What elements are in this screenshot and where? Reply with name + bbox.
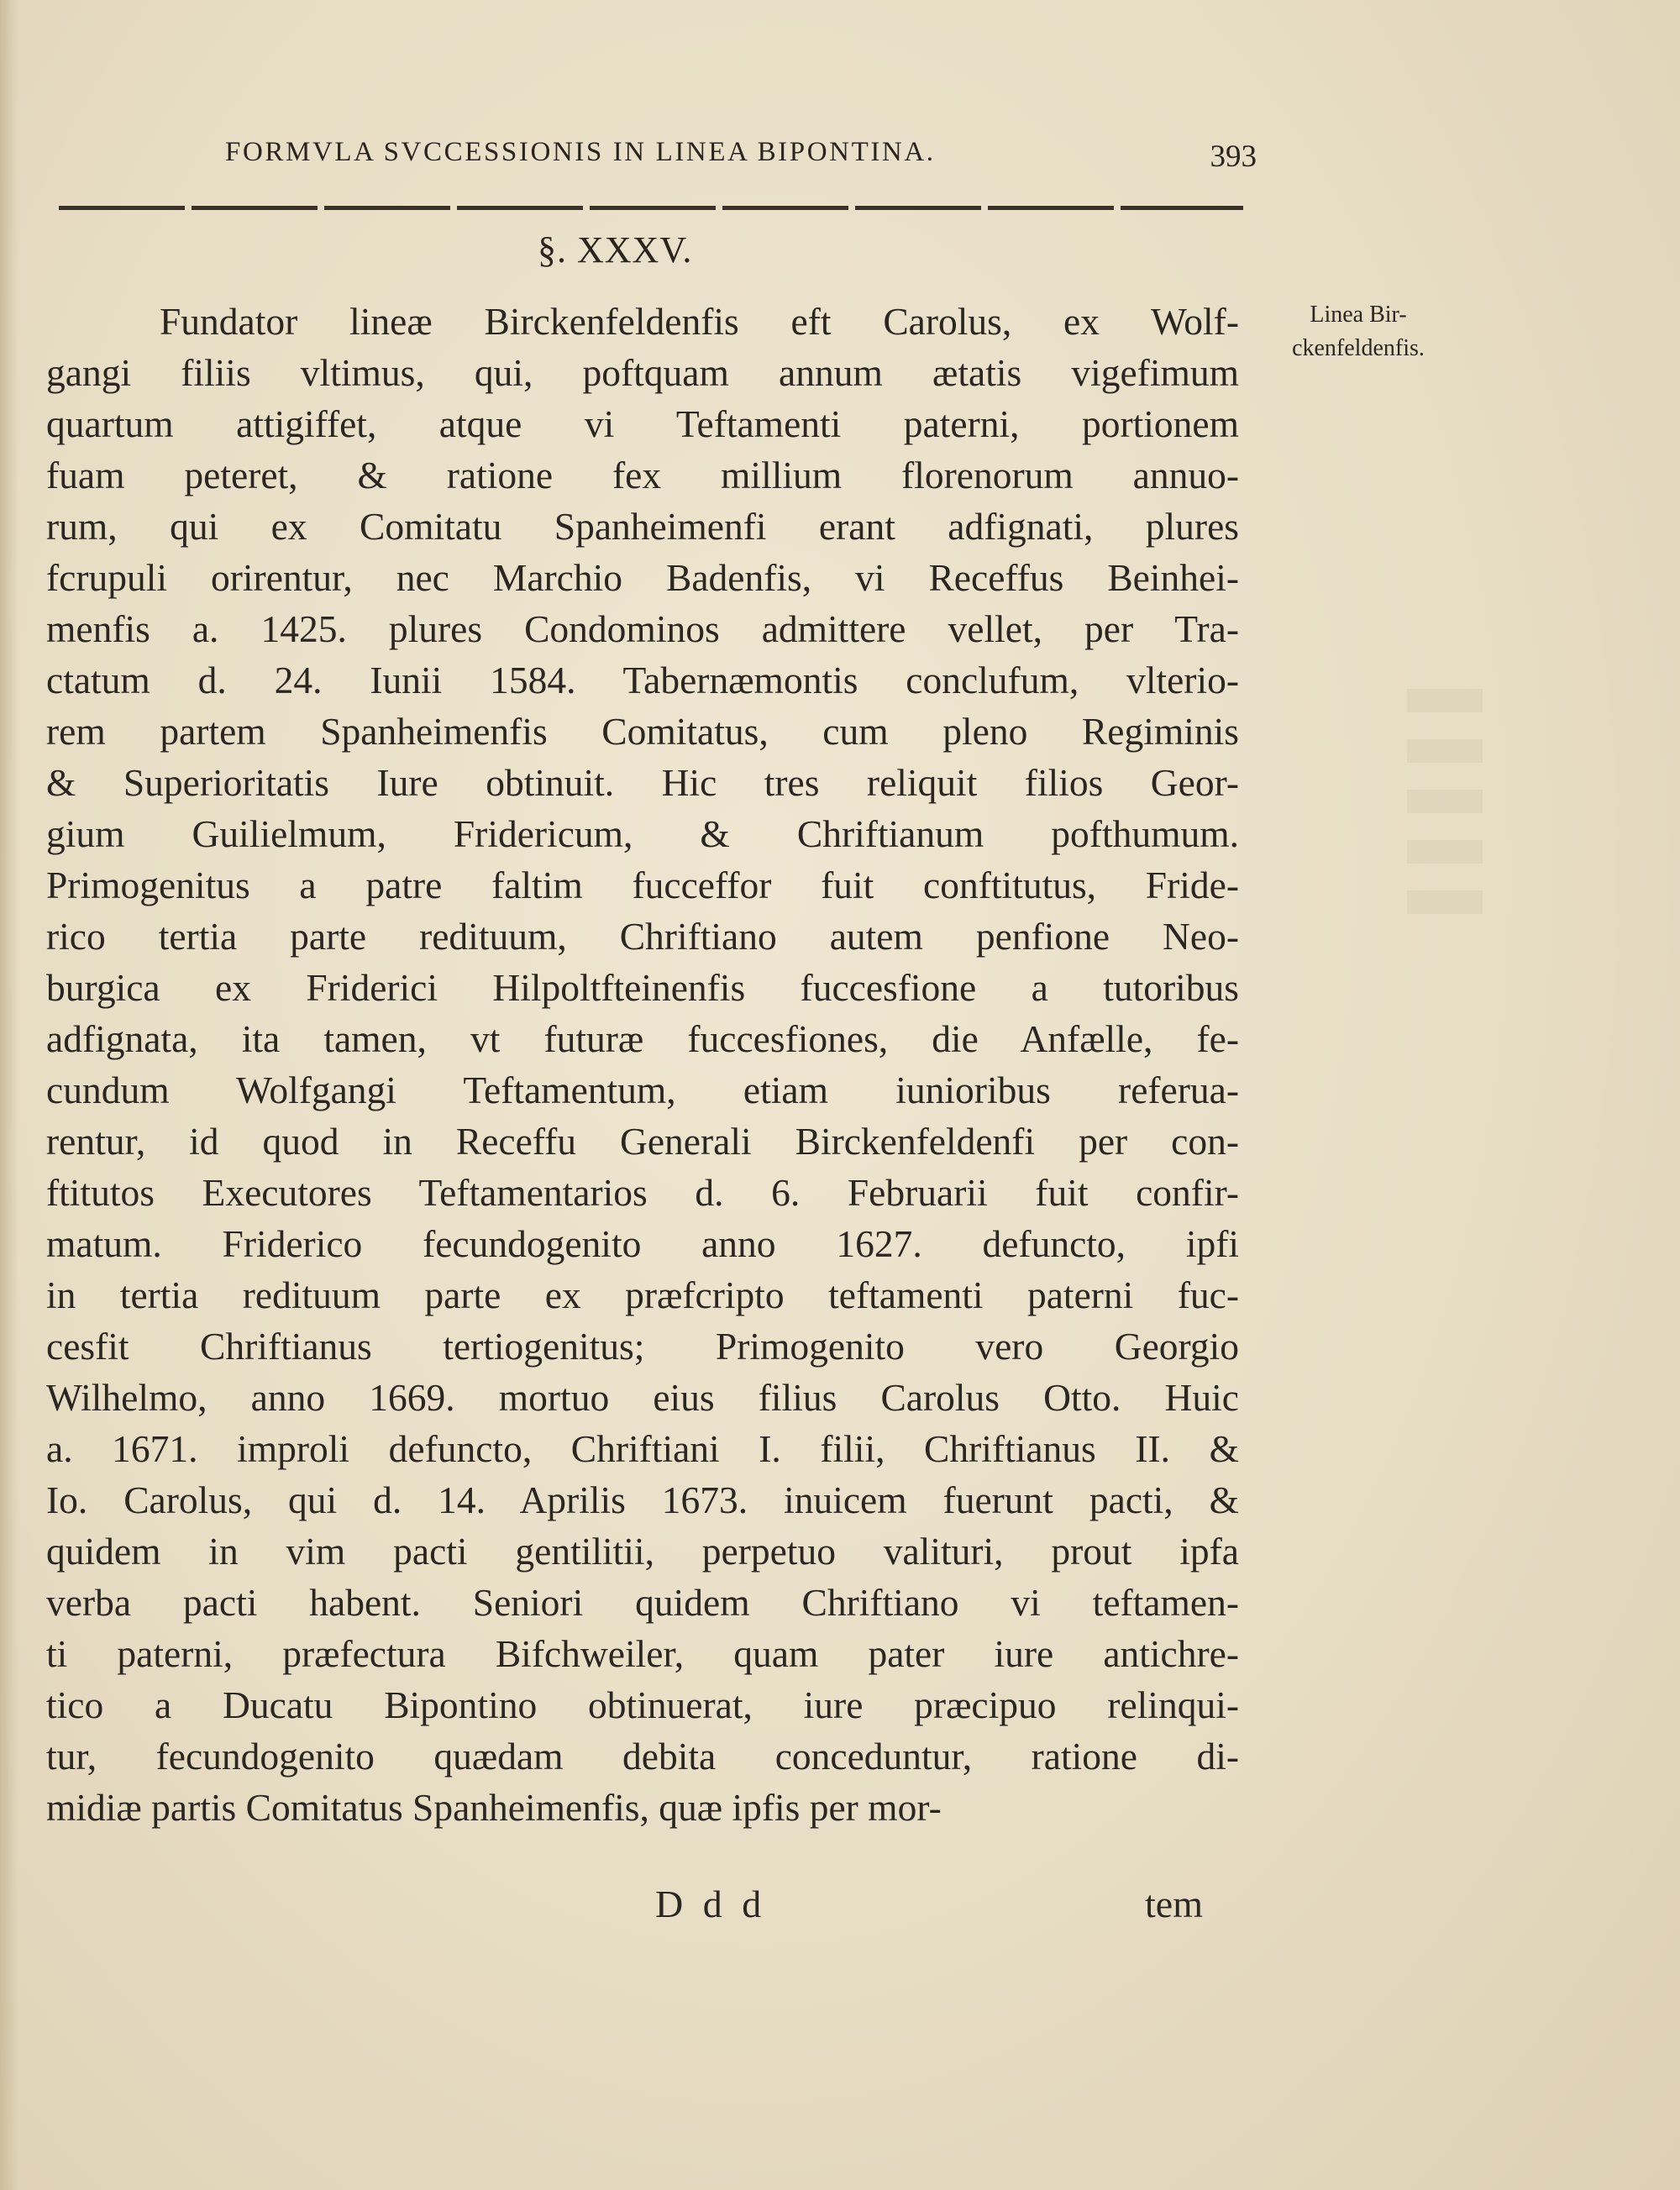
page-number: 393 [1210, 139, 1257, 174]
text-line: rentur, id quod in Receffu Generali Birckenfeldenfi per con- [46, 1120, 1239, 1163]
header-rule [59, 206, 1243, 210]
text-line: Primogenitus a patre faltim fucceffor fuit conftitutus, Fride- [46, 864, 1239, 906]
catchword: tem [1145, 1883, 1203, 1925]
text-line: tico a Ducatu Bipontino obtinuerat, iure præcipuo relinqui- [46, 1683, 1239, 1726]
margin-note [1253, 298, 1463, 365]
text-line: burgica ex Friderici Hilpoltfteinenfis fuccesfione a tutoribus [46, 966, 1239, 1009]
margin-note-line: ckenfeldenfis. [1292, 335, 1425, 361]
text-line: verba pacti habent. Seniori quidem Chriftiano vi teftamen- [46, 1581, 1239, 1624]
page-header [225, 137, 1257, 179]
running-title: FORMVLA SVCCESSIONIS IN LINEA BIPONTINA. [225, 137, 936, 167]
text-line: in tertia redituum parte ex præfcripto teftamenti paterni fuc- [46, 1274, 1239, 1316]
text-line: ti paterni, præfectura Bifchweiler, quam pater iure antichre- [46, 1632, 1239, 1675]
text-line: ftitutos Executores Teftamentarios d. 6. Februarii fuit confir- [46, 1171, 1239, 1214]
text-line: fcrupuli orirentur, nec Marchio Badenfis, vi Receffus Beinhei- [46, 556, 1239, 599]
text-line: tur, fecundogenito quædam debita conceduntur, ratione di- [46, 1735, 1239, 1778]
text-line: matum. Friderico fecundogenito anno 1627. defuncto, ipfi [46, 1222, 1239, 1265]
text-line: rico tertia parte redituum, Chriftiano autem penfione Neo- [46, 915, 1239, 958]
text-line: fuam peteret, & ratione fex millium florenorum annuo- [46, 454, 1239, 496]
page-edge-shadow [0, 0, 18, 2190]
text-line: a. 1671. improli defuncto, Chriftiani I. filii, Chriftianus II. & [46, 1427, 1239, 1470]
margin-note-line: Linea Bir- [1310, 302, 1407, 328]
text-line: Io. Carolus, qui d. 14. Aprilis 1673. inuicem fuerunt pacti, & [46, 1478, 1239, 1521]
signature-mark: D d d [655, 1883, 767, 1925]
section-heading: §. XXXV. [538, 229, 693, 270]
text-line: Wilhelmo, anno 1669. mortuo eius filius Carolus Otto. Huic [46, 1376, 1239, 1419]
text-line: & Superioritatis Iure obtinuit. Hic tres reliquit filios Geor- [46, 761, 1239, 804]
text-line: quartum attigiffet, atque vi Teftamenti paterni, portionem [46, 402, 1239, 445]
text-line: menfis a. 1425. plures Condominos admittere vellet, per Tra- [46, 607, 1239, 650]
text-line: gium Guilielmum, Fridericum, & Chriftianum pofthumum. [46, 812, 1239, 855]
text-line: ctatum d. 24. Iunii 1584. Tabernæmontis conclufum, vlterio- [46, 659, 1239, 701]
body-text [46, 296, 1239, 1833]
text-line: cesfit Chriftianus tertiogenitus; Primogenito vero Georgio [46, 1325, 1239, 1368]
text-line: cundum Wolfgangi Teftamentum, etiam iunioribus referua- [46, 1069, 1239, 1111]
text-line: quidem in vim pacti gentilitii, perpetuo valituri, prout ipfa [46, 1530, 1239, 1573]
text-line: gangi filiis vltimus, qui, poftquam annum ætatis vigefimum [46, 351, 1239, 394]
text-line: rum, qui ex Comitatu Spanheimenfi erant adfignati, plures [46, 505, 1239, 548]
text-line: adfignata, ita tamen, vt futuræ fuccesfiones, die Anfælle, fe- [46, 1017, 1239, 1060]
text-line: Fundator lineæ Birckenfeldenfis eft Carolus, ex Wolf- [160, 300, 1239, 343]
text-line: midiæ partis Comitatus Spanheimenfis, quæ ipfis per mor- [46, 1786, 942, 1829]
show-through-bleed [1407, 689, 1483, 924]
text-line: rem partem Spanheimenfis Comitatus, cum pleno Regiminis [46, 710, 1239, 753]
